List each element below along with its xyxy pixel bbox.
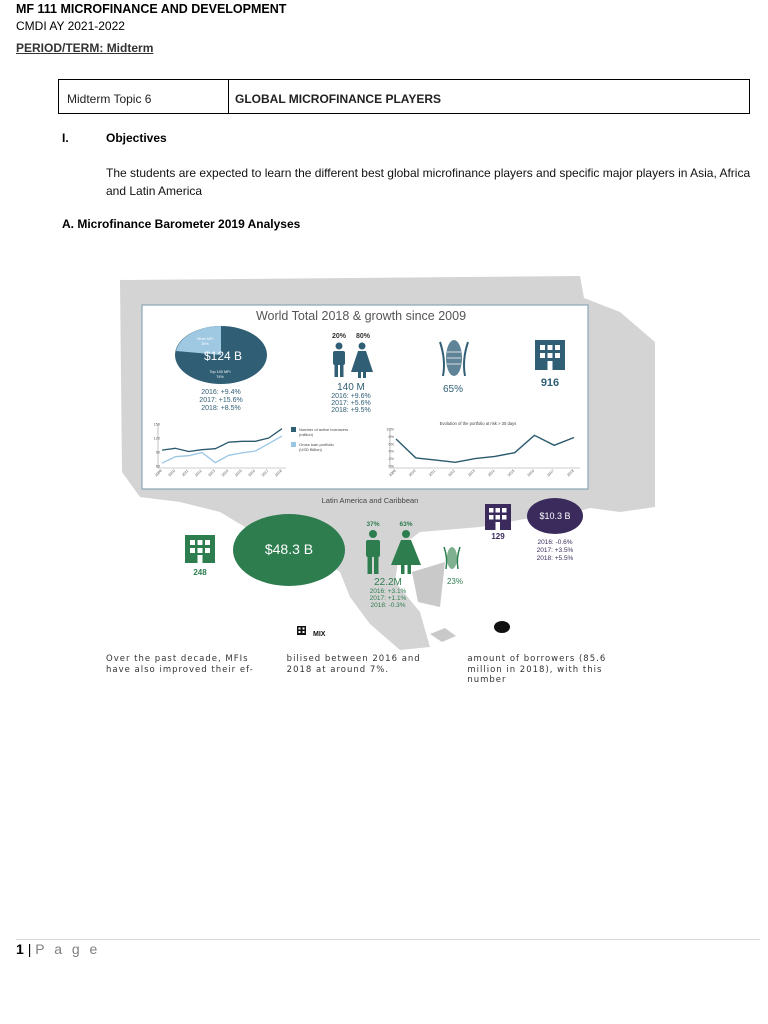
y-tick-label: 150 [153, 422, 160, 427]
objectives-text: The students are expected to learn the different best global microfinance players and specific major players in Asia, Africa and Latin America [106, 166, 751, 198]
black-dot-marker [494, 621, 510, 633]
latam-growth-2016: 2016: +3.1% [369, 588, 407, 595]
x-tick-label: 2011 [427, 468, 437, 478]
latam-corn-icon [444, 547, 460, 569]
pie-center-value: $124 B [203, 349, 243, 363]
map-coast-shape [430, 628, 456, 642]
footer-divider [16, 939, 760, 940]
school-year: CMDI AY 2021-2022 [16, 19, 125, 33]
section-a-heading: A. Microfinance Barometer 2019 Analyses [62, 217, 301, 231]
y-tick-label: 90 [155, 450, 160, 455]
x-tick-label: 2010 [407, 468, 417, 478]
latam-growth-2018: 2018: -0.3% [370, 602, 406, 609]
x-tick-label: 2009 [388, 468, 397, 478]
article-text-columns [106, 654, 626, 686]
legend-portfolio-label-1: Gross loan portfolio [299, 442, 334, 447]
sub-building-icon [485, 504, 511, 530]
latam-rural-pct: 23% [446, 577, 464, 586]
y-tick-label: 2% [388, 457, 394, 462]
y-tick-label: 4% [388, 449, 394, 454]
legend-portfolio-label-2: (USD Billion) [299, 447, 322, 452]
x-tick-label: 2013 [207, 468, 217, 478]
map-island-shape [412, 562, 445, 607]
legend-borrowers-swatch [291, 427, 296, 432]
period-label: PERIOD/TERM: [16, 41, 104, 55]
female-pct: 80% [355, 333, 371, 340]
y-tick-label: 60 [155, 464, 160, 469]
x-tick-label: 2015 [506, 468, 516, 478]
topic-label-cell: Midterm Topic 6 [59, 80, 229, 113]
objectives-number: I. [62, 131, 69, 145]
pie-other-label-2: 26% [201, 342, 209, 346]
x-tick-label: 2017 [546, 468, 555, 478]
pie-chart [175, 326, 267, 384]
x-tick-label: 2011 [181, 468, 190, 478]
x-tick-label: 2018 [274, 468, 283, 478]
latam-male-pct: 37% [366, 521, 380, 528]
sub-portfolio-value: $10.3 B [539, 511, 571, 521]
mix-logo [297, 626, 326, 638]
page-word: P a g e [35, 941, 101, 957]
world-title: World Total 2018 & growth since 2009 [255, 309, 467, 323]
borrowers-growth-2018: 2018: +9.5% [331, 407, 371, 414]
x-tick-label: 2017 [260, 468, 270, 478]
y-tick-label: 0% [388, 464, 394, 469]
x-tick-label: 2016 [247, 468, 257, 478]
pie-growth-2018: 2018: +8.5% [201, 405, 241, 412]
period-value: Midterm [106, 41, 154, 55]
mix-label: MIX [313, 631, 326, 638]
y-tick-label: 10% [386, 427, 394, 432]
pie-growth-2017: 2017: +15.6% [199, 397, 243, 404]
borrowers-growth-2017: 2017: +5.6% [331, 400, 371, 407]
pie-growth-2016: 2016: +9.4% [201, 389, 241, 396]
article-column-3: amount of borrowers (85.6 million in 2018), with this number [467, 654, 607, 685]
x-tick-label: 2010 [167, 468, 177, 478]
borrowers-growth-2016: 2016: +9.6% [331, 393, 371, 400]
pie-top-label-2: 74% [216, 375, 224, 379]
borrowers-total: 140 M [337, 382, 365, 393]
sub-growth-2017: 2017: +3.5% [536, 547, 574, 554]
page-separator: | [27, 941, 32, 957]
legend-borrowers-label-2: (million) [299, 432, 313, 437]
sub-institutions: 129 [491, 532, 505, 541]
x-tick-label: 2009 [154, 468, 163, 478]
topic-title-cell: GLOBAL MICROFINANCE PLAYERS [235, 92, 442, 106]
article-column-1: Over the past decade, MFIs have also improved their ef- [106, 654, 254, 675]
latam-title: Latin America and Caribbean [321, 496, 419, 505]
course-title: MF 111 MICROFINANCE AND DEVELOPMENT [16, 2, 287, 16]
pie-top-label-1: Top 100 MFI [209, 370, 231, 374]
y-tick-label: 120 [153, 436, 160, 441]
latam-portfolio-value: $48.3 B [264, 541, 314, 557]
x-tick-label: 2015 [234, 468, 243, 478]
page-number: 1 [16, 941, 24, 957]
sub-growth-2016: 2016: -0.6% [537, 539, 573, 546]
page-footer [16, 941, 100, 957]
latam-growth-2017: 2017: +1.1% [369, 595, 407, 602]
article-column-2: bilised between 2016 and 2018 at around 7%. [286, 654, 421, 675]
y-tick-label: 6% [388, 442, 394, 447]
y-tick-label: 8% [388, 434, 394, 439]
building-icon [535, 340, 565, 370]
x-tick-label: 2016 [526, 468, 536, 478]
pie-other-label-1: Other MFI [196, 337, 214, 341]
par-chart-title: Evolution of the portfolio at risk > 30 days [439, 421, 517, 426]
topic-table [58, 79, 750, 114]
infographic-svg [100, 272, 660, 652]
rural-pct: 65% [442, 384, 464, 395]
objectives-heading: Objectives [106, 131, 167, 145]
latam-female-pct: 63% [399, 521, 413, 528]
latam-building-icon [185, 535, 215, 563]
period-term [16, 41, 153, 55]
sub-growth-2018: 2018: +5.5% [536, 555, 574, 562]
legend-portfolio-swatch [291, 442, 296, 447]
barometer-infographic [100, 272, 660, 652]
x-tick-label: 2014 [487, 468, 496, 478]
institutions-count: 916 [540, 377, 560, 389]
x-tick-label: 2012 [194, 468, 203, 478]
x-tick-label: 2012 [447, 468, 457, 478]
male-pct: 20% [331, 333, 347, 340]
x-tick-label: 2014 [220, 468, 230, 478]
latam-borrowers: 22.2M [374, 577, 402, 588]
x-tick-label: 2018 [566, 468, 575, 478]
latam-institutions: 248 [193, 568, 207, 577]
x-tick-label: 2013 [467, 468, 476, 478]
legend-borrowers-label-1: Number of active borrowers [299, 427, 349, 432]
